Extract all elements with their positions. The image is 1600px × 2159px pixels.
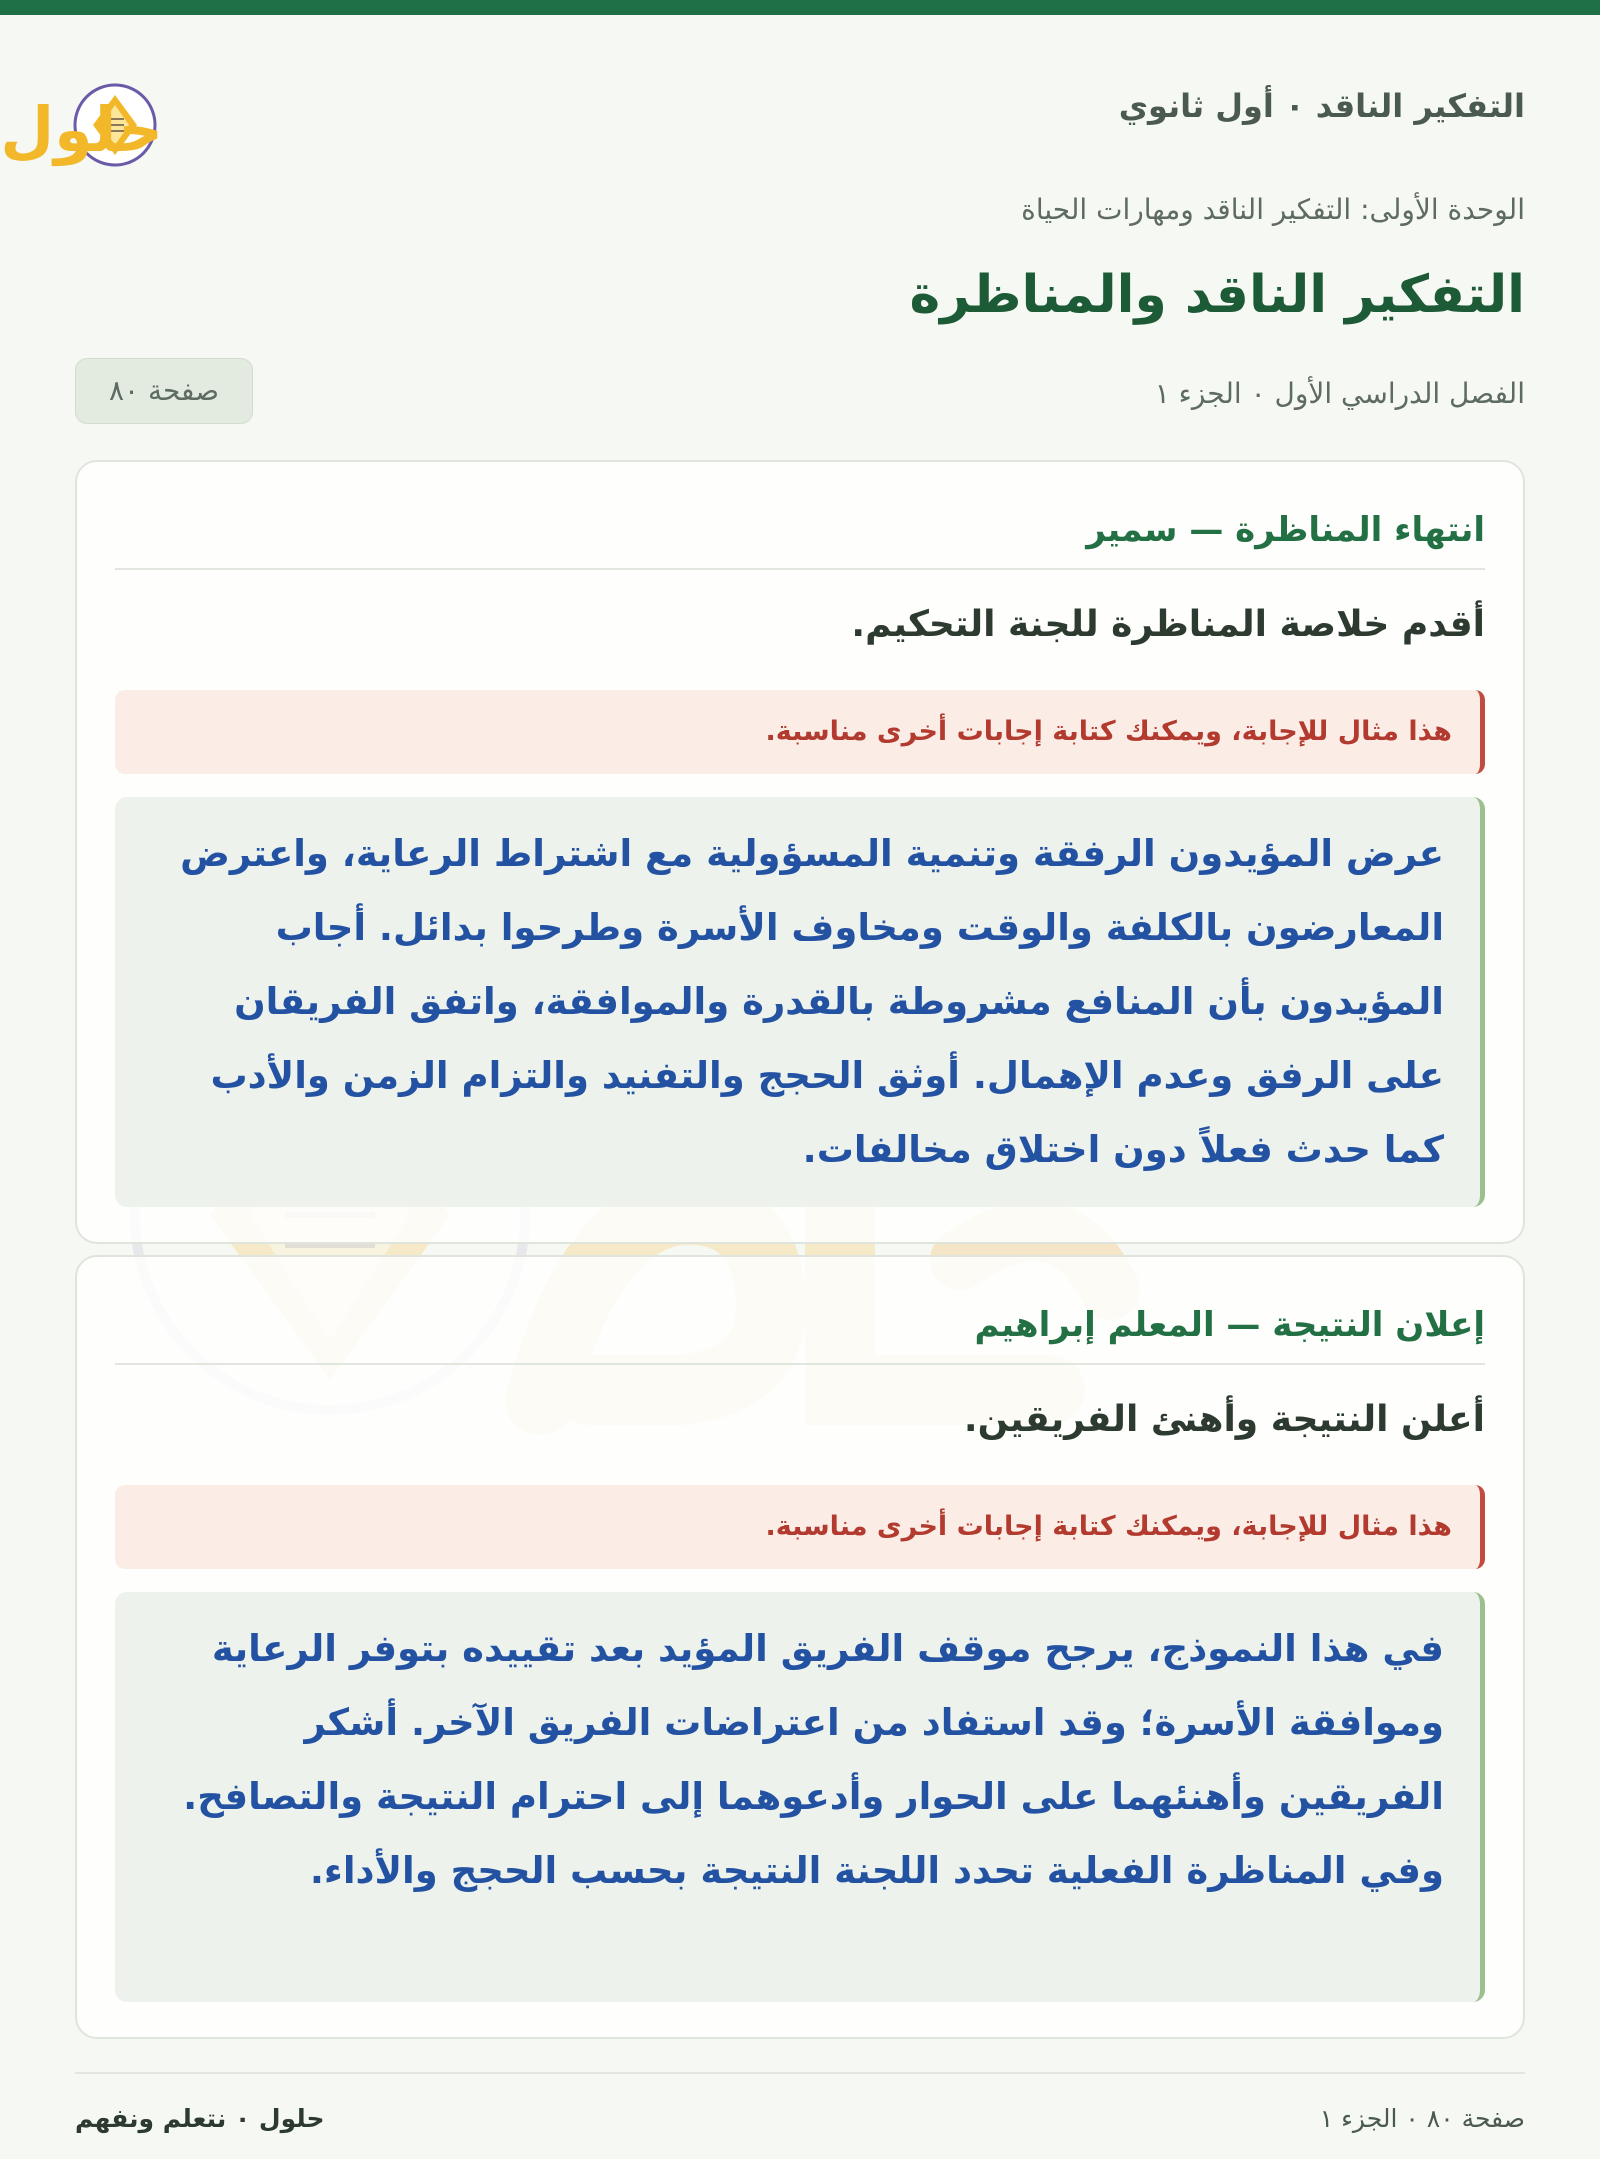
sample-answer-note: هذا مثال للإجابة، ويمكنك كتابة إجابات أخرى مناسبة. — [115, 1485, 1485, 1569]
card-question: أعلن النتيجة وأهنئ الفريقين. — [963, 1399, 1485, 1440]
card-heading: انتهاء المناظرة — سمير — [115, 510, 1485, 570]
answer-card — [75, 1255, 1525, 2039]
footer-page-info: صفحة ٨٠ ٠ الجزء ١ — [1319, 2104, 1525, 2133]
unit-label: الوحدة الأولى: التفكير الناقد ومهارات الحياة — [1021, 193, 1525, 226]
answer-text: عرض المؤيدون الرفقة وتنمية المسؤولية مع اشتراط الرعاية، واعترض المعارضون بالكلفة والوقت ومخاوف الأسرة وطرحوا بدائل. أجاب المؤيدون بأن المنافع مشروطة بالقدرة والموافقة، واتفق الفريقان على الرفق وعدم الإهمال. أوثق الحجج والتفنيد والتزام الزمن والأدب كما حدث فعلاً دون اختلاق مخالفات. — [115, 797, 1485, 1207]
card-heading: إعلان النتيجة — المعلم إبراهيم — [115, 1305, 1485, 1365]
answer-text: في هذا النموذج، يرجح موقف الفريق المؤيد بعد تقييده بتوفر الرعاية وموافقة الأسرة؛ وقد استفاد من اعتراضات الفريق الآخر. أشكر الفريقين وأهنئهما على الحوار وأدعوهما إلى احترام النتيجة والتصافح. وفي المناظرة الفعلية تحدد اللجنة النتيجة بحسب الحجج والأداء. — [115, 1592, 1485, 2002]
page-content — [0, 15, 1525, 2159]
card-question: أقدم خلاصة المناظرة للجنة التحكيم. — [851, 604, 1485, 645]
answer-card — [75, 460, 1525, 1244]
footer-brand: حلول ٠ نتعلم ونفهم — [75, 2104, 325, 2133]
logo-text: حلول — [0, 93, 163, 166]
page-number-badge: صفحة ٨٠ — [75, 358, 253, 424]
top-accent-bar — [0, 0, 1600, 15]
page-header — [0, 15, 1525, 185]
sample-answer-note: هذا مثال للإجابة، ويمكنك كتابة إجابات أخرى مناسبة. — [115, 690, 1485, 774]
term-label: الفصل الدراسي الأول ٠ الجزء ١ — [1154, 377, 1525, 410]
header-title: التفكير الناقد ٠ أول ثانوي — [1118, 87, 1525, 125]
hulul-logo — [0, 53, 335, 173]
page-footer — [75, 2072, 1525, 2133]
lesson-title: التفكير الناقد والمناظرة — [909, 265, 1525, 325]
